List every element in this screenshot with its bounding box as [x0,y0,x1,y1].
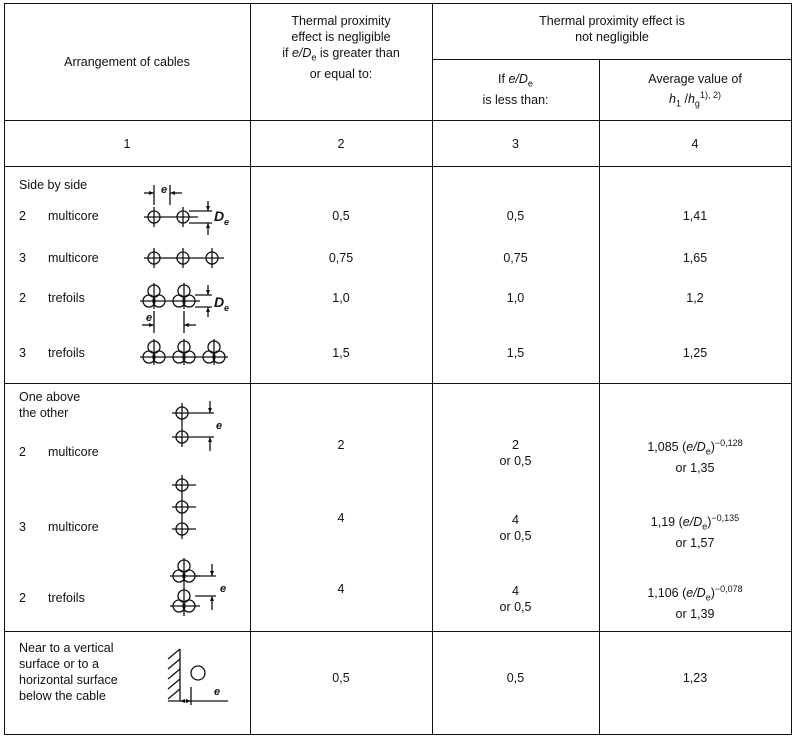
row6-label: multicore [48,520,99,534]
row2-col3: 0,75 [503,251,528,265]
near-surface-diagram [164,643,244,709]
col-divider-3 [599,59,600,735]
e-label: e [161,184,168,196]
two-multicore-side-by-side-diagram [138,183,238,243]
row7-col3-alt: or 0,5 [499,600,532,614]
header-negligible [250,13,432,82]
row8-col3: 0,5 [506,671,525,685]
header-hg-sub: g [694,98,700,109]
d-label-2-sub: e [224,303,230,313]
header-arrangement: Arrangement of cables [64,55,190,69]
col-number-4: 4 [691,137,699,151]
row6-col3 [432,512,599,544]
header-negligible-line1: Thermal proximity [291,14,391,28]
row5-col3-value: 2 [512,438,519,452]
e-label-2: e [146,312,153,324]
row7-label: trefoils [48,591,85,605]
row1-col3: 0,5 [506,209,525,223]
header-less-than-ratio: e/D [508,72,528,86]
row5-label: multicore [48,445,99,459]
row7-count: 2 [19,591,26,605]
row1-label: multicore [48,209,99,223]
row8-col2: 0,5 [332,671,350,685]
d-label-sub: e [224,217,230,227]
e-label-3: e [216,420,223,432]
table-border-left [4,3,5,735]
row3-col3: 1,0 [506,291,525,305]
row2-col2: 0,75 [328,251,354,265]
row7-col2: 4 [337,582,345,596]
row6-count: 3 [19,520,26,534]
col-number-1: 1 [123,137,131,151]
row5-col2: 2 [337,438,345,452]
group1-bottom-border [4,383,792,384]
cable-arrangement-table [4,3,792,735]
row4-label: trefoils [48,346,85,360]
row1-col2: 0,5 [332,209,350,223]
col-number-3: 3 [512,137,519,151]
three-multicore-stacked-diagram [170,473,210,543]
header-average-line2 [599,87,791,112]
group3-line3: horizontal surface [19,673,118,687]
group2-bottom-border [4,631,792,632]
header-h1: h [669,92,676,107]
group2-title-line2: the other [19,406,69,420]
row5-col3-alt: or 0,5 [499,454,532,468]
header-negligible-ratio-sub: e [311,52,317,63]
table-border-right [791,3,792,735]
two-multicore-stacked-diagram [170,399,240,459]
row2-count: 3 [19,251,26,265]
row1-count: 2 [19,209,26,223]
row6-close: ) [707,515,712,530]
row4-col4: 1,25 [682,346,708,360]
header-negligible-if: if [282,46,292,60]
row3-count: 2 [19,291,26,305]
row5-exponent: −0,128 [714,438,743,448]
row7-col4 [599,581,791,622]
two-trefoils-stacked-diagram [168,558,248,622]
three-trefoils-side-by-side-diagram [138,338,238,368]
row6-coef: 1,19 ( [650,515,683,530]
row4-col3: 1,5 [506,346,525,360]
row7-col4-alt: or 1,39 [675,606,715,621]
header-less-than-ratio-sub: e [527,78,533,89]
col-divider-2 [432,3,433,735]
d-label: D [214,208,225,224]
row8-col4: 1,23 [682,671,708,685]
header-sub-divider [432,59,792,60]
row7-col3-value: 4 [512,584,519,598]
row6-col4 [599,510,791,551]
header-not-negligible-line2: not negligible [575,30,649,44]
header-footnote-refs: 1), 2) [699,90,721,100]
header-less-than [432,71,599,108]
row5-ratio: e/D [686,440,706,455]
three-multicore-side-by-side-diagram [138,246,238,270]
header-less-than-line1 [432,71,599,92]
group3-line2: surface or to a [19,657,99,671]
row4-col2: 1,5 [332,346,350,360]
d-label-2: D [214,294,225,310]
row5-col3 [432,437,599,469]
row5-ratio-sub: e [705,446,711,457]
row3-label: trefoils [48,291,85,305]
group1-title: Side by side [19,178,88,192]
row7-coef: 1,106 ( [647,586,687,601]
header-less-than-if: If [498,72,509,86]
row7-col4-formula [599,581,791,606]
row5-col4-alt: or 1,35 [675,460,715,475]
row7-col3 [432,583,599,615]
header-slash: / [681,92,688,107]
col-divider-1 [250,3,251,735]
row5-close: ) [710,440,715,455]
row7-ratio-sub: e [705,592,711,603]
row7-close: ) [710,586,715,601]
header-h1-sub: 1 [676,98,682,109]
row2-col4: 1,65 [682,251,708,265]
header-hg: h [687,92,695,107]
header-not-negligible [432,13,792,45]
header-negligible-line2: effect is negligible [291,30,391,44]
header-average [599,71,791,112]
row6-col2: 4 [337,511,345,525]
row4-count: 3 [19,346,26,360]
col-number-2: 2 [337,137,345,151]
row6-col4-alt: or 1,57 [675,535,715,550]
header-negligible-line4: or equal to: [309,66,373,81]
header-average-line1: Average value of [648,72,742,86]
row5-col4-formula [599,435,791,460]
header-negligible-line3 [250,45,432,66]
header-less-than-line2: is less than: [482,92,549,107]
e-label-4: e [220,583,227,595]
row5-coef: 1,085 ( [647,440,687,455]
table-border-bottom [4,734,792,735]
row1-col4: 1,41 [682,209,708,223]
number-row-bottom-border [4,166,792,167]
row7-exponent: −0,078 [714,584,743,594]
row6-exponent: −0,135 [711,513,740,523]
group3-line1: Near to a vertical [19,641,114,655]
row3-col2: 1,0 [332,291,350,305]
row5-col4 [599,435,791,476]
header-bottom-border [4,120,792,121]
row6-ratio: e/D [682,515,703,530]
row6-ratio-sub: e [702,521,708,532]
row3-col4: 1,2 [686,291,704,305]
e-label-5: e [214,686,221,698]
header-negligible-greater: is greater than [316,46,400,60]
row6-col4-formula [599,510,791,535]
two-trefoils-side-by-side-diagram [138,281,238,339]
row7-ratio: e/D [686,586,706,601]
group3-title [19,640,118,704]
row5-count: 2 [19,445,26,459]
header-not-negligible-line1: Thermal proximity effect is [539,14,685,28]
row6-col3-value: 4 [512,513,519,527]
group2-title [19,389,80,421]
group2-title-line1: One above [19,390,81,404]
table-border-top [4,3,792,4]
row6-col3-alt: or 0,5 [499,529,532,543]
row2-label: multicore [48,251,99,265]
group3-line4: below the cable [19,689,106,703]
header-negligible-ratio: e/D [291,46,312,60]
